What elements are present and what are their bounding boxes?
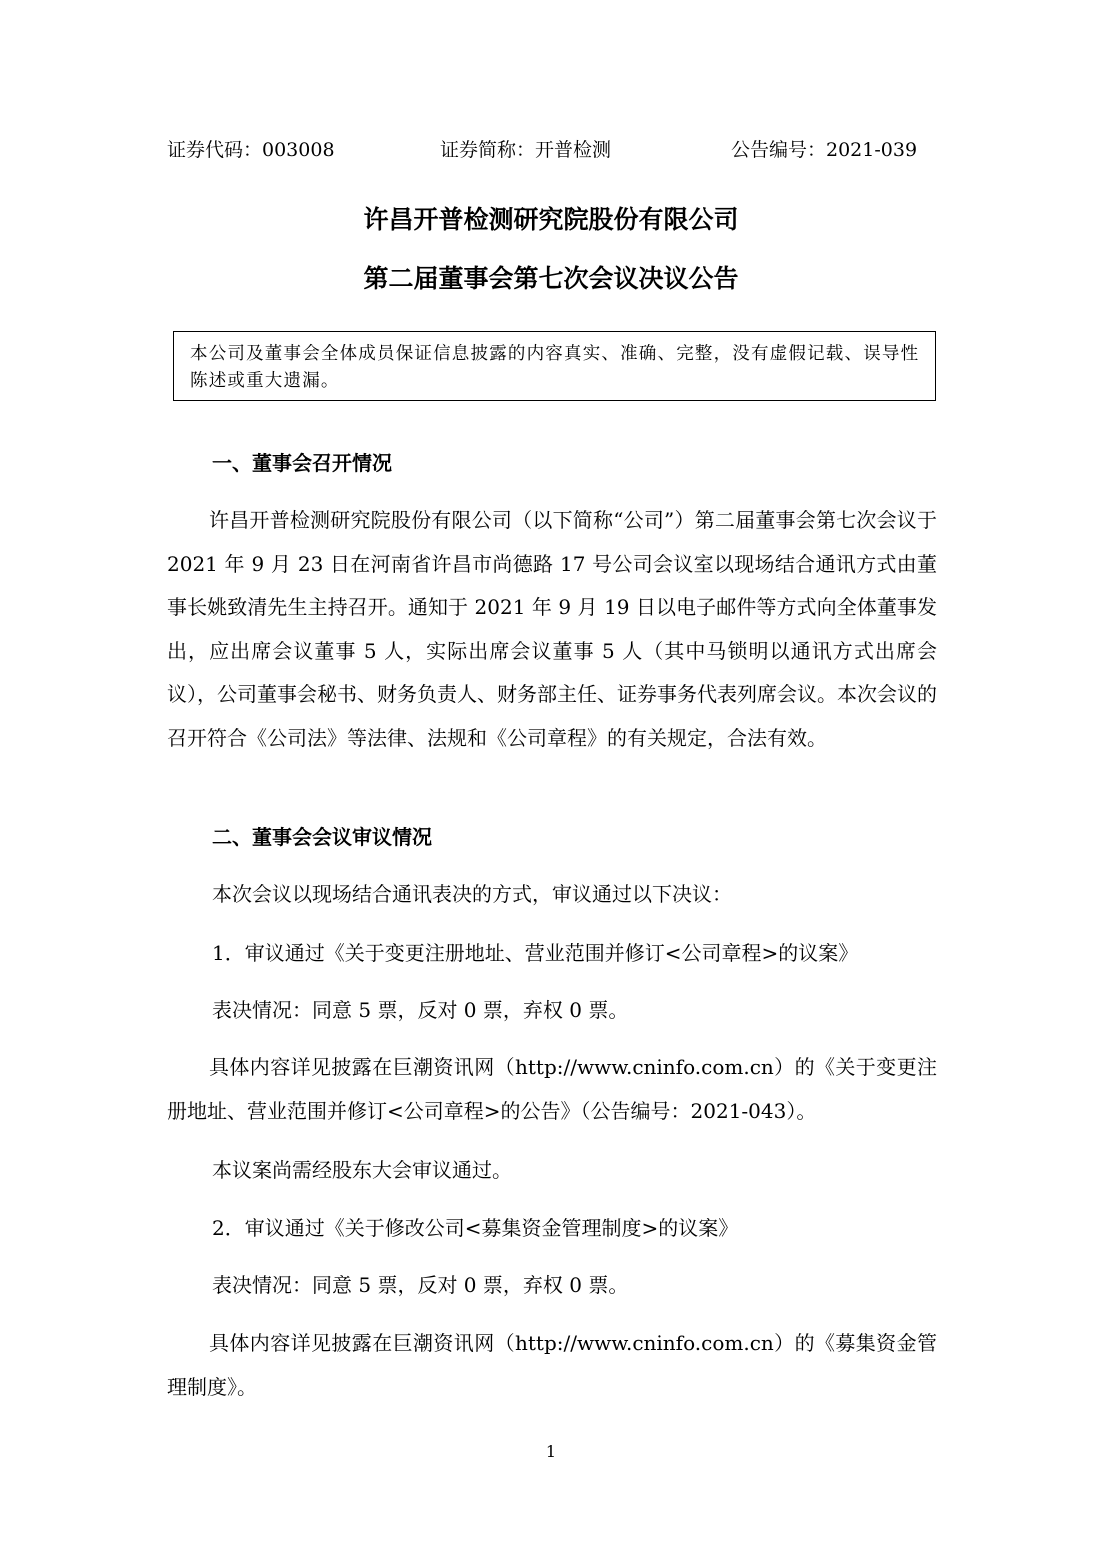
resolution-2-vote: 表决情况：同意 5 票，反对 0 票，弃权 0 票。 <box>212 1273 629 1297</box>
stock-code: 证券代码：003008 <box>167 139 335 161</box>
disclosure-notice-box: 本公司及董事会全体成员保证信息披露的内容真实、准确、完整，没有虚假记载、误导性陈述或重大遗漏。 <box>173 331 936 401</box>
resolution-1-note: 本议案尚需经股东大会审议通过。 <box>212 1158 512 1182</box>
resolution-2-title: 2．审议通过《关于修改公司<募集资金管理制度>的议案》 <box>212 1216 739 1240</box>
meeting-paragraph: 许昌开普检测研究院股份有限公司（以下简称“公司”）第二届董事会第七次会议于 2021 年 9 月 23 日在河南省许昌市尚德路 17 号公司会议室以现场结合通讯方式由董事长姚致清先生主持召开。通知于 2021 年 9 月 19 日以电子邮件等方式向全体董事发出，应出席会议董事 5 人，实际出席会议董事 5 人（其中马锁明以通讯方式出席会议），公司董事会秘书、财务负责人、财务部主任、证券事务代表列席会议。本次会议的召开符合《公司法》等法律、法规和《公司章程》的有关规定，合法有效。 <box>167 508 937 750</box>
announcement-title: 第二届董事会第七次会议决议公告 <box>363 264 739 293</box>
resolution-1-title: 1．审议通过《关于变更注册地址、营业范围并修订<公司章程>的议案》 <box>212 941 859 965</box>
resolution-2-detail: 具体内容详见披露在巨潮资讯网（http://www.cninfo.com.cn）的《募集资金管理制度》。 <box>167 1331 937 1399</box>
page-number: 1 <box>545 1442 557 1461</box>
resolution-1-detail: 具体内容详见披露在巨潮资讯网（http://www.cninfo.com.cn）的《关于变更注册地址、营业范围并修订<公司章程>的公告》（公告编号：2021-043）。 <box>167 1055 937 1123</box>
section-heading-meeting: 一、董事会召开情况 <box>212 451 392 475</box>
company-name-title: 许昌开普检测研究院股份有限公司 <box>363 205 739 234</box>
resolution-1-vote: 表决情况：同意 5 票，反对 0 票，弃权 0 票。 <box>212 998 629 1022</box>
stock-short-name: 证券简称：开普检测 <box>440 139 612 161</box>
announcement-number: 公告编号：2021-039 <box>731 139 918 161</box>
section-heading-review: 二、董事会会议审议情况 <box>212 825 432 849</box>
review-intro: 本次会议以现场结合通讯表决的方式，审议通过以下决议： <box>212 882 732 906</box>
announcement-header <box>0 136 1102 164</box>
